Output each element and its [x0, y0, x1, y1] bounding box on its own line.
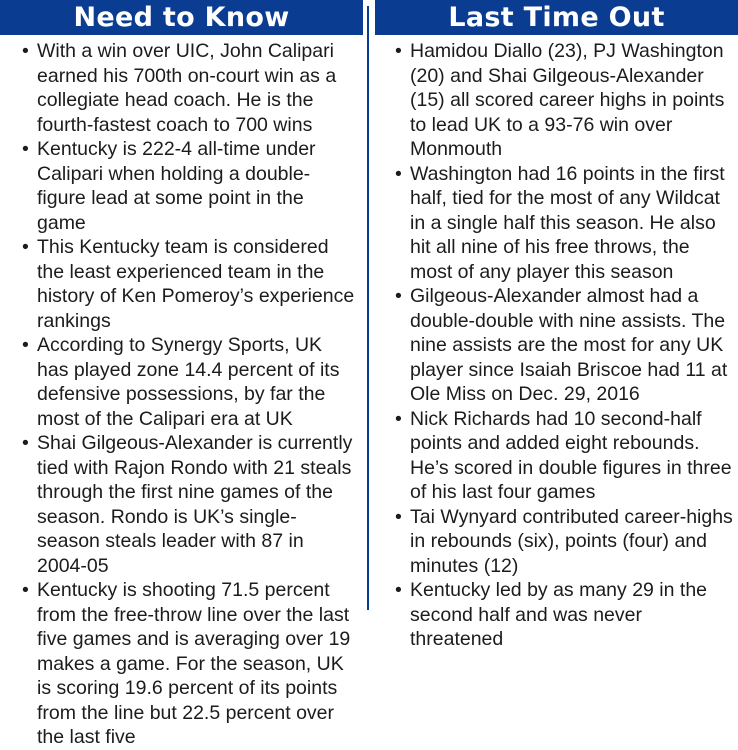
list-item: • With a win over UIC, John Calipari earned his 700th on-court win as a collegiate head coach. He is the fourth-fastest coach to 700 wins	[22, 39, 357, 137]
list-item: • Shai Gilgeous-Alexander is currently tied with Rajon Rondo with 21 steals through the first nine games of the season. Rondo is UK’s single-season steals leader with 87 in 2004-05	[22, 431, 357, 578]
list-item: • This Kentucky team is considered the least experienced team in the history of Ken Pomeroy’s experience rankings	[22, 235, 357, 333]
list-item: • Hamidou Diallo (23), PJ Washington (20) and Shai Gilgeous-Alexander (15) all scored career highs in points to lead UK to a 93-76 win over Monmouth	[395, 39, 734, 162]
list-item: • Nick Richards had 10 second-half points and added eight rebounds. He’s scored in double figures in three of his last four games	[395, 407, 734, 505]
last-time-out-column	[375, 0, 738, 652]
last-time-out-header: Last Time Out	[375, 0, 738, 35]
list-item: • Kentucky led by as many 29 in the second half and was never threatened	[395, 578, 734, 652]
need-to-know-column	[0, 0, 363, 750]
list-item: • According to Synergy Sports, UK has played zone 14.4 percent of its defensive possessions, by far the most of the Calipari era at UK	[22, 333, 357, 431]
list-item: • Kentucky is shooting 71.5 percent from the free-throw line over the last five games and is averaging over 19 makes a game. For the season, UK is scoring 19.6 percent of its points from the line but 22.5 percent over the last five	[22, 578, 357, 750]
list-item: • Kentucky is 222-4 all-time under Calipari when holding a double-figure lead at some point in the game	[22, 137, 357, 235]
last-time-out-list	[375, 35, 738, 652]
need-to-know-list	[0, 35, 363, 750]
list-item: • Gilgeous-Alexander almost had a double-double with nine assists. The nine assists are the most for any UK player since Isaiah Briscoe had 11 at Ole Miss on Dec. 29, 2016	[395, 284, 734, 407]
list-item: • Tai Wynyard contributed career-highs in rebounds (six), points (four) and minutes (12)	[395, 505, 734, 579]
need-to-know-header: Need to Know	[0, 0, 363, 35]
column-divider	[367, 6, 369, 610]
list-item: • Washington had 16 points in the first half, tied for the most of any Wildcat in a single half this season. He also hit all nine of his free throws, the most of any player this season	[395, 162, 734, 285]
